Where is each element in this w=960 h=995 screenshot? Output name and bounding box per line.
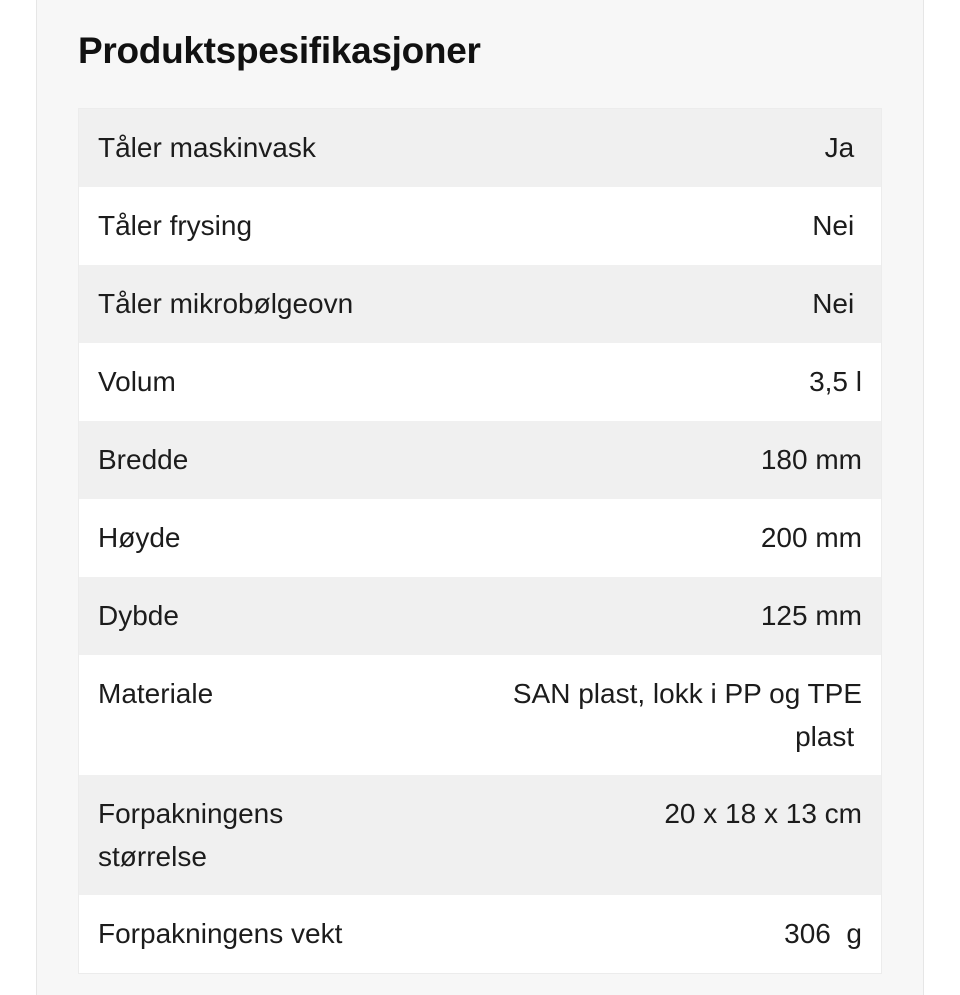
spec-value: SAN plast, lokk i PP og TPE plast: [512, 678, 870, 752]
section-title: Produktspesifikasjoner: [78, 30, 481, 71]
spec-value: Nei: [812, 210, 862, 241]
spec-value: 180 mm: [760, 444, 862, 475]
spec-label: Høyde: [98, 522, 181, 553]
spec-label: Tåler maskinvask: [98, 132, 316, 163]
spec-value: Ja: [824, 132, 862, 163]
spec-row-width: [79, 421, 881, 499]
spec-label: Materiale: [98, 678, 214, 709]
spec-value: 306 g: [784, 918, 862, 949]
spec-label: Volum: [98, 366, 176, 397]
spec-row-dishwasher: [79, 109, 881, 187]
spec-row-height: [79, 499, 881, 577]
spec-label: Bredde: [98, 444, 189, 475]
spec-label: Tåler mikrobølgeovn: [98, 288, 354, 319]
spec-row-package-weight: [79, 895, 881, 973]
spec-row-package-size: [79, 775, 881, 895]
spec-value: 3,5 l: [809, 366, 862, 397]
spec-label: Forpakningens størrelse: [98, 798, 284, 872]
spec-value: 125 mm: [760, 600, 862, 631]
spec-label: Forpakningens vekt: [98, 918, 343, 949]
spec-value: 200 mm: [760, 522, 862, 553]
spec-row-freezer: [79, 187, 881, 265]
spec-label: Dybde: [98, 600, 179, 631]
spec-table: [78, 108, 882, 974]
spec-row-microwave: [79, 265, 881, 343]
spec-label: Tåler frysing: [98, 210, 253, 241]
spec-row-material: [79, 655, 881, 775]
spec-value: Nei: [812, 288, 862, 319]
spec-row-depth: [79, 577, 881, 655]
spec-value: 20 x 18 x 13 cm: [664, 798, 862, 829]
spec-row-volume: [79, 343, 881, 421]
